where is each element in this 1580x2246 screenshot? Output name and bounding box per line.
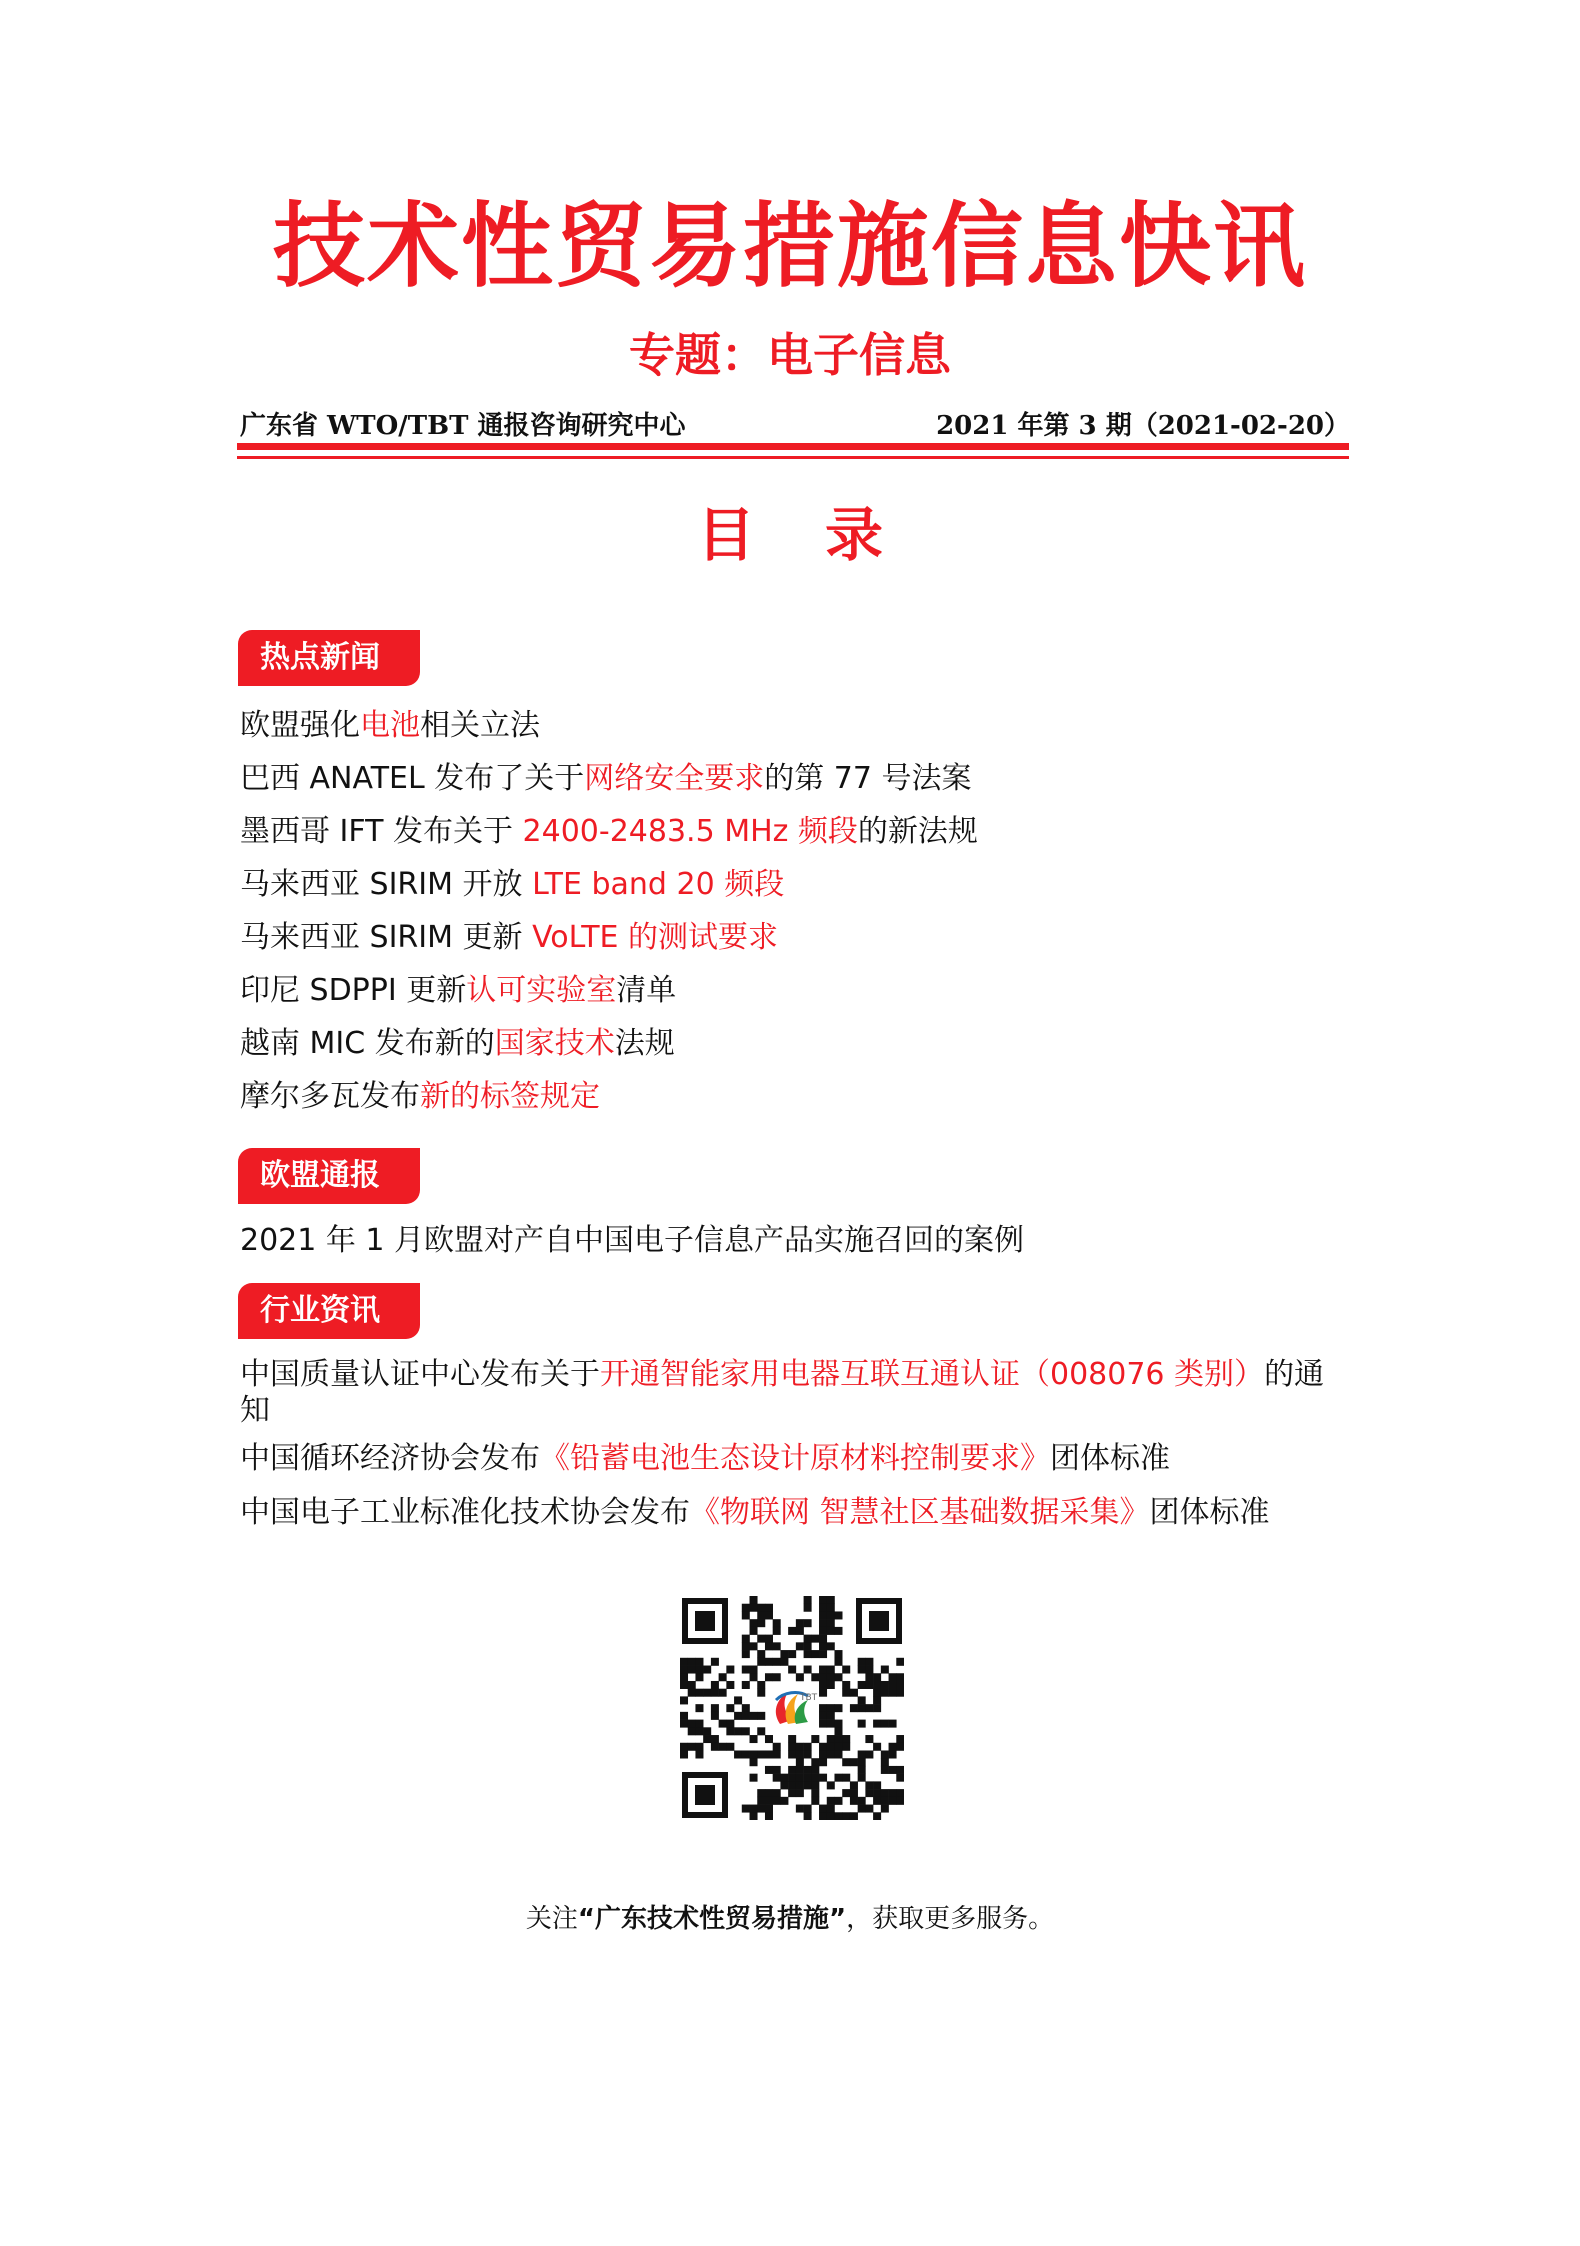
toc-item-highlight: 新的标签规定 — [420, 1079, 600, 1114]
toc-item-text: 团体标准 — [1149, 1495, 1270, 1530]
section-badge-hot-news: 热点新闻 — [238, 630, 420, 686]
publisher-name: 广东省 WTO/TBT 通报咨询研究中心 — [240, 411, 686, 441]
toc-item[interactable] — [240, 1357, 1350, 1429]
toc-item-text: 中国循环经济协会发布 — [240, 1441, 540, 1476]
toc-item-highlight: 2400-2483.5 MHz 频段 — [522, 814, 858, 849]
toc-item-highlight: 电池 — [360, 708, 420, 743]
section-badge-eu-notification: 欧盟通报 — [238, 1148, 420, 1204]
svg-text:TBT: TBT — [800, 1693, 818, 1703]
header-rule-thick — [237, 443, 1349, 450]
header-rule-thin — [237, 456, 1349, 459]
toc-item-text: 越南 MIC 发布新的 — [240, 1026, 495, 1061]
qr-code[interactable] — [680, 1596, 904, 1820]
caption-prefix: 关注 — [525, 1904, 578, 1934]
toc-item[interactable] — [240, 867, 1350, 903]
toc-item-text: 巴西 ANATEL 发布了关于 — [240, 761, 585, 796]
document-title: 技术性贸易措施信息快讯 — [272, 193, 1307, 300]
caption-suffix: ，获取更多服务。 — [846, 1904, 1055, 1934]
toc-item[interactable] — [240, 761, 1350, 797]
toc-item-highlight: 《铅蓄电池生态设计原材料控制要求》 — [540, 1441, 1050, 1476]
toc-item-highlight: 国家技术 — [494, 1026, 615, 1061]
qr-code-image — [680, 1596, 904, 1820]
toc-item-text: 团体标准 — [1050, 1441, 1170, 1476]
toc-item-highlight: 网络安全要求 — [584, 761, 765, 796]
toc-item[interactable] — [240, 1079, 1350, 1115]
toc-item[interactable] — [240, 973, 1350, 1009]
toc-item-text: 中国电子工业标准化技术协会发布 — [240, 1495, 690, 1530]
toc-item-highlight: 开通智能家用电器互联互通认证（008076 类别） — [600, 1357, 1265, 1392]
toc-heading: 目录 — [696, 501, 953, 569]
issue-info: 2021 年第 3 期（2021-02-20） — [936, 411, 1350, 441]
qr-caption — [0, 1898, 1580, 1935]
tbt-logo-icon — [767, 1683, 818, 1733]
toc-item-text: 中国质量认证中心发布关于 — [240, 1357, 600, 1392]
toc-item-highlight: 《物联网 智慧社区基础数据采集》 — [690, 1495, 1150, 1530]
toc-item-text: 印尼 SDPPI 更新 — [240, 973, 467, 1008]
section-badge-industry-news: 行业资讯 — [238, 1283, 420, 1339]
toc-item-text: 墨西哥 IFT 发布关于 — [240, 814, 523, 849]
toc-item[interactable] — [240, 1441, 1350, 1477]
toc-item[interactable] — [240, 1495, 1350, 1531]
toc-item-highlight: VoLTE 的测试要求 — [532, 920, 779, 955]
toc-item-text: 马来西亚 SIRIM 开放 — [240, 867, 533, 902]
toc-item-text: 相关立法 — [420, 708, 540, 743]
toc-item[interactable] — [240, 814, 1350, 850]
toc-item-text: 马来西亚 SIRIM 更新 — [240, 920, 533, 955]
caption-account-name: “广东技术性贸易措施” — [577, 1904, 847, 1934]
toc-item-text: 的新法规 — [857, 814, 978, 849]
toc-item[interactable] — [240, 1026, 1350, 1062]
toc-item-highlight: LTE band 20 频段 — [532, 867, 785, 902]
toc-item-text: 的通知 — [240, 1357, 1325, 1428]
toc-item-text: 清单 — [616, 973, 677, 1008]
toc-item[interactable] — [240, 708, 1350, 744]
toc-item-highlight: 认可实验室 — [466, 973, 617, 1008]
toc-item-text: 摩尔多瓦发布 — [240, 1079, 420, 1114]
toc-item-text: 2021 年 1 月欧盟对产自中国电子信息产品实施召回的案例 — [240, 1223, 1025, 1258]
document-subtitle: 专题：电子信息 — [629, 328, 951, 382]
toc-item[interactable] — [240, 1223, 1350, 1259]
toc-item-text: 欧盟强化 — [240, 708, 360, 743]
toc-item-text: 法规 — [614, 1026, 675, 1061]
toc-item[interactable] — [240, 920, 1350, 956]
toc-item-text: 的第 77 号法案 — [764, 761, 972, 796]
